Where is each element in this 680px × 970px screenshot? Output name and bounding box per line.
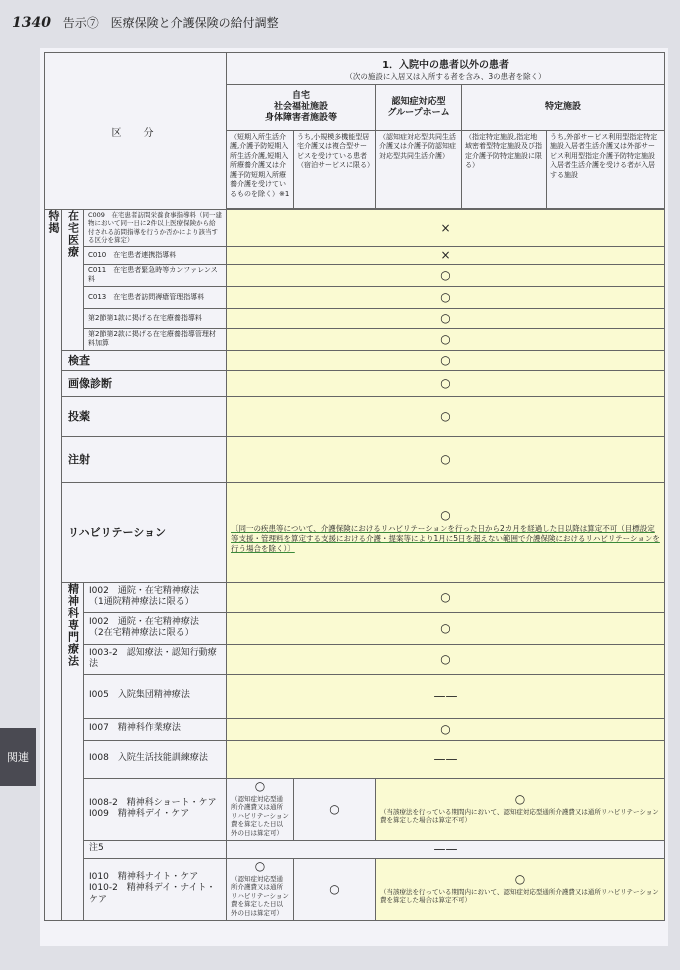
col-main-title: 1．入院中の患者以外の患者 [382, 59, 510, 71]
row-mark: × [227, 246, 665, 264]
kubun-header: 区 分 [45, 53, 227, 210]
tokukei-label: 特掲 [45, 210, 62, 921]
col-home-a-desc: （短期入所生活介護,介護予防短期入所生活介護,短期入所療養介護又は介護予防短期入所療養介護を受けているものを除く）※1 [227, 131, 294, 209]
tok-cell [376, 778, 665, 840]
row-mark: ○ [227, 308, 665, 328]
row-label: 画像診断 [62, 370, 227, 396]
col-main-subtitle: （次の施設に入居又は入所する者を含み、3の患者を除く） [345, 71, 546, 81]
row-label: I005 入院集団精神療法 [84, 674, 227, 718]
col-home-header: 自宅 社会福祉施設 身体障害者施設等 [227, 85, 376, 131]
row-mark: ○ [227, 264, 665, 286]
row-mark: ○ [227, 612, 665, 644]
page-number: 1340 [12, 15, 51, 31]
row-mark: ○ [294, 778, 376, 840]
row-label: 第2節第1款に掲げる在宅療養指導料 [84, 308, 227, 328]
page-header [12, 14, 279, 31]
col-tok-a-desc: （指定特定施設,指定地域密着型特定施設及び指定介護予防特定施設に限る） [462, 131, 547, 209]
document-sheet [40, 48, 668, 946]
col-tok-b-desc: うち,外部サービス利用型指定特定施設入居者生活介護又は外部サービス利用型指定介護予防特定施設入居者生活介護を受ける者が入居する施設 [547, 131, 665, 209]
row-mark: ○ [227, 436, 665, 482]
row-label: I010 精神科ナイト・ケア I010-2 精神科デイ・ナイト・ケア [84, 858, 227, 920]
row-mark: ○ [227, 370, 665, 396]
row-mark: ○ [227, 328, 665, 350]
row-mark: ○ [227, 396, 665, 436]
row-mark: ○ [227, 350, 665, 370]
row-label: リハビリテーション [62, 482, 227, 582]
row-mark: ○ [254, 858, 266, 873]
row-label: I008 入院生活技能訓練療法 [84, 740, 227, 778]
row-mark: ○ [514, 791, 526, 806]
row-mark: ○ [254, 778, 266, 793]
page-title: 医療保険と介護保険の給付調整 [110, 16, 279, 30]
tok-cell [376, 858, 665, 920]
side-tab-related[interactable]: 関連 [0, 728, 36, 786]
row-label: I002 通院・在宅精神療法 （2在宅精神療法に限る） [84, 612, 227, 644]
col-main-header [227, 53, 665, 85]
row-mark: —— [227, 740, 665, 778]
home-a-note: （認知症対応型通所介護費又は通所リハビリテーション費を算定した日以外の日は算定可） [231, 794, 289, 837]
col-home-b-desc: うち,小規模多機能型居宅介護又は複合型サービスを受けている患者（宿泊サービスに限る） [294, 131, 376, 209]
row-label: 投薬 [62, 396, 227, 436]
row-mark: ○ [514, 871, 526, 886]
row-label: 注5 [84, 840, 227, 858]
col-gh-desc: （認知症対応型共同生活介護又は介護予防認知症対応型共同生活介護） [376, 131, 462, 209]
row-mark: × [227, 210, 665, 247]
rehab-note: 〔同一の疾患等について、介護保険におけるリハビリテーションを行った日から2カ月を経過した日以降は算定不可（目標設定等支援・管理料を算定する支援における介護・提案等により1月に5日を超えない範囲で介護保険におけるリハビリテーションを行う場合を除く）〕 [231, 524, 660, 554]
row-mark: ○ [294, 858, 376, 920]
col-gh-header: 認知症対応型 グループホーム [376, 85, 462, 131]
row-label: C013 在宅患者訪問褥瘡管理指導料 [84, 286, 227, 308]
row-mark: —— [227, 674, 665, 718]
row-mark: ○ [227, 582, 665, 612]
row-mark: ○ [227, 644, 665, 674]
row-label: I007 精神科作業療法 [84, 718, 227, 740]
row-mark: ○ [227, 718, 665, 740]
seishin-label: 精神科専門療法 [62, 582, 84, 920]
row-label: C011 在宅患者緊急時等カンファレンス料 [84, 264, 227, 286]
home-a-cell [227, 858, 294, 920]
row-mark: ○ [227, 286, 665, 308]
row-label: 検査 [62, 350, 227, 370]
benefit-table [44, 52, 665, 921]
notice-label: 告示⑦ [62, 16, 99, 30]
row-mark: ○ [440, 508, 451, 523]
row-label: C010 在宅患者連携指導料 [84, 246, 227, 264]
row-label: I003-2 認知療法・認知行動療法 [84, 644, 227, 674]
row-label: 第2節第2款に掲げる在宅療養指導管理材料加算 [84, 328, 227, 350]
rehab-cell [227, 482, 665, 582]
tok-note: （当該療法を行っている期間内において、認知症対応型通所介護費又は通所リハビリテーション費を算定した場合は算定不可） [380, 887, 659, 905]
home-a-cell [227, 778, 294, 840]
row-label: I008-2 精神科ショート・ケア I009 精神科デイ・ケア [84, 778, 227, 840]
row-mark: —— [227, 840, 665, 858]
home-a-note: （認知症対応型通所介護費又は通所リハビリテーション費を算定した日以外の日は算定可） [231, 874, 289, 917]
col-tokutei-header: 特定施設 [462, 85, 665, 131]
zaitaku-label: 在宅医療 [62, 210, 84, 351]
tok-note: （当該療法を行っている期間内において、認知症対応型通所介護費又は通所リハビリテーション費を算定した場合は算定不可） [380, 807, 659, 825]
row-label: C009 在宅患者訪問栄養食事指導料（同一建物において同一日に2件以上医療保険から給付される訪問指導を行うか否かにより該当する区分を算定） [84, 210, 227, 247]
row-label: 注射 [62, 436, 227, 482]
row-label: I002 通院・在宅精神療法 （1通院精神療法に限る） [84, 582, 227, 612]
